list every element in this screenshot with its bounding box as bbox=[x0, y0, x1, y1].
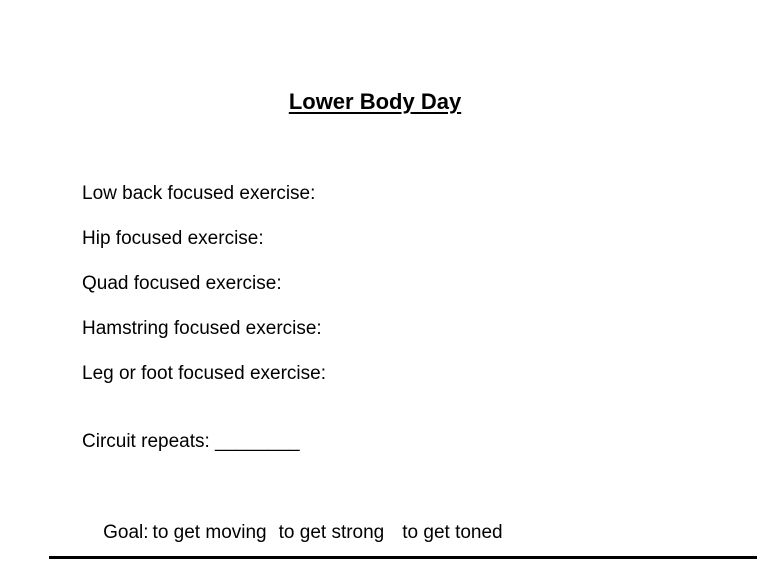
field-hamstring: Hamstring focused exercise: bbox=[82, 318, 322, 339]
goal-option-toned: to get toned bbox=[402, 522, 503, 543]
goal-option-strong: to get strong bbox=[278, 522, 385, 543]
field-quad: Quad focused exercise: bbox=[82, 273, 282, 294]
goal-option-moving: to get moving bbox=[152, 522, 267, 543]
goal-label: Goal: bbox=[103, 522, 149, 543]
field-hip: Hip focused exercise: bbox=[82, 228, 264, 249]
bottom-divider bbox=[49, 556, 757, 559]
field-leg-or-foot: Leg or foot focused exercise: bbox=[82, 363, 326, 384]
page-title: Lower Body Day bbox=[288, 89, 462, 114]
circuit-repeats-field: Circuit repeats: ________ bbox=[82, 431, 300, 452]
field-low-back: Low back focused exercise: bbox=[82, 183, 316, 204]
